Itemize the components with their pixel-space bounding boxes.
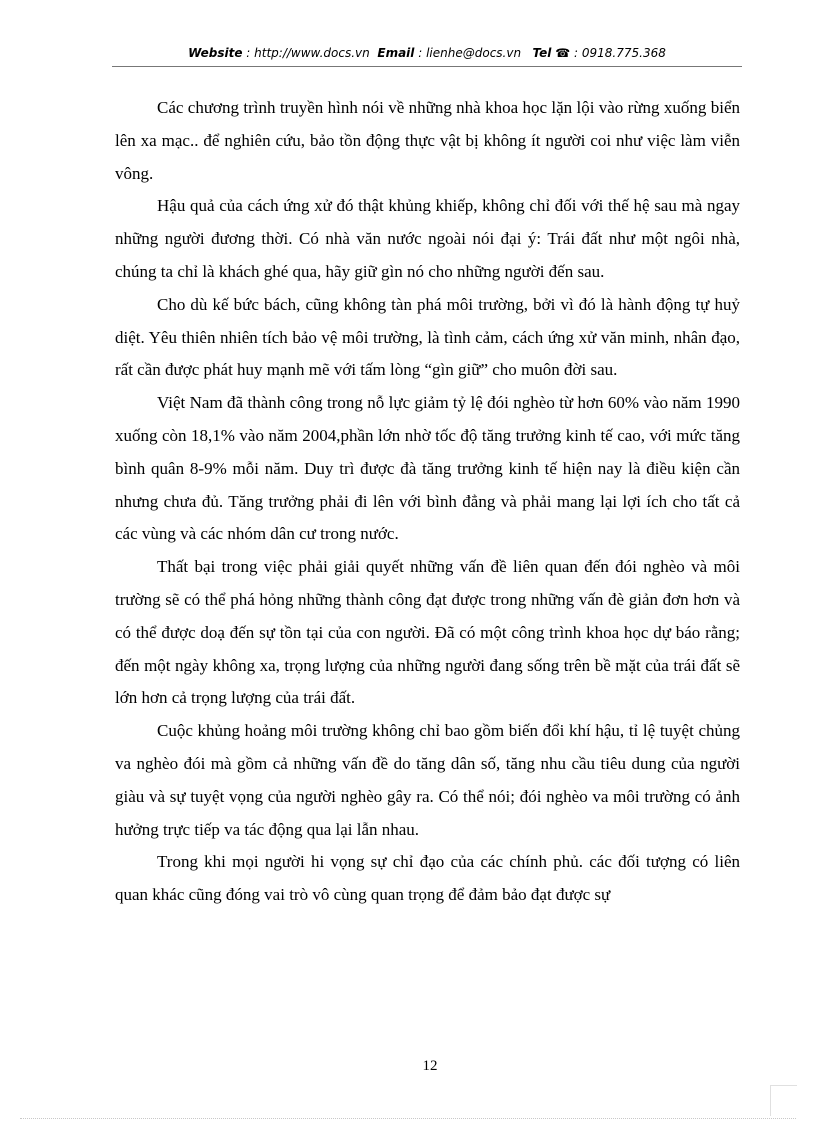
paragraph: Hậu quả của cách ứng xử đó thật khủng khiếp, không chỉ đối với thế hệ sau mà ngay những người đương thời. Có nhà văn nước ngoài nói đại ý: Trái đất như một ngôi nhà, chúng ta chỉ là khách ghé qua, hãy giữ gìn nó cho những người đến sau.	[115, 196, 740, 281]
page-corner-mark	[770, 1085, 797, 1116]
paragraph: Việt Nam đã thành công trong nỗ lực giảm tỷ lệ đói nghèo từ hơn 60% vào năm 1990 xuống còn 18,1% vào năm 2004,phần lớn nhờ tốc độ tăng trưởng kinh tế cao, với mức tăng bình quân 8-9% mỗi năm. Duy trì được đà tăng trưởng kinh tế hiện nay là điều kiện cần nhưng chưa đủ. Tăng trưởng phải đi lên với bình đẳng và phải mang lại lợi ích cho tất cả các vùng và các nhóm dân cư trong nước.	[115, 393, 740, 544]
email-address: : lienhe@docs.vn	[418, 46, 522, 60]
phone-icon: ☎	[555, 46, 571, 60]
page-bottom-border	[20, 1118, 796, 1119]
paragraph: Cuộc khủng hoảng môi trường không chỉ bao gồm biến đổi khí hậu, tỉ lệ tuyệt chủng va nghèo đói mà gồm cả những vấn đề do tăng dân số, tăng nhu cầu tiêu dung của người giàu và sự tuyệt vọng của người nghèo gây ra. Có thể nói; đói nghèo va môi trường có ảnh hưởng trực tiếp va tác động qua lại lẫn nhau.	[115, 721, 740, 839]
phone-number: : 0918.775.368	[574, 46, 666, 60]
website-url: : http://www.docs.vn	[246, 46, 370, 60]
body-text	[115, 92, 740, 912]
email-label: Email	[377, 46, 415, 60]
paragraph: Thất bại trong việc phải giải quyết những vấn đề liên quan đến đói nghèo và môi trường sẽ có thể phá hỏng những thành công đạt được trong những vấn đè giản đơn hơn và có thể được doạ đến sự tồn tại của con người. Đã có một công trình khoa học dự báo rằng; đến một ngày không xa, trọng lượng của những người đang sống trên bề mặt của trái đất sẽ lớn hơn cả trọng lượng của trái đất.	[115, 557, 740, 708]
paragraph: Trong khi mọi người hi vọng sự chỉ đạo của các chính phủ. các đối tượng có liên quan khác cũng đóng vai trò vô cùng quan trọng để đảm bảo đạt được sự	[115, 852, 740, 905]
paragraph: Cho dù kế bức bách, cũng không tàn phá môi trường, bởi vì đó là hành động tự huỷ diệt. Yêu thiên nhiên tích bảo vệ môi trường, là tình cảm, cách ứng xử văn minh, nhân đạo, rất cần được phát huy mạnh mẽ với tấm lòng “gìn giữ” cho muôn đời sau.	[115, 294, 740, 380]
tel-label: Tel	[532, 46, 552, 60]
header-divider	[112, 66, 742, 67]
page-header	[112, 46, 742, 66]
page-number: 12	[422, 1058, 438, 1074]
paragraph: Các chương trình truyền hình nói về những nhà khoa học lặn lội vào rừng xuống biển lên xa mạc.. để nghiên cứu, bảo tồn động thực vật bị không ít người coi như việc làm viễn vông.	[115, 98, 740, 183]
website-label: Website	[188, 46, 243, 60]
